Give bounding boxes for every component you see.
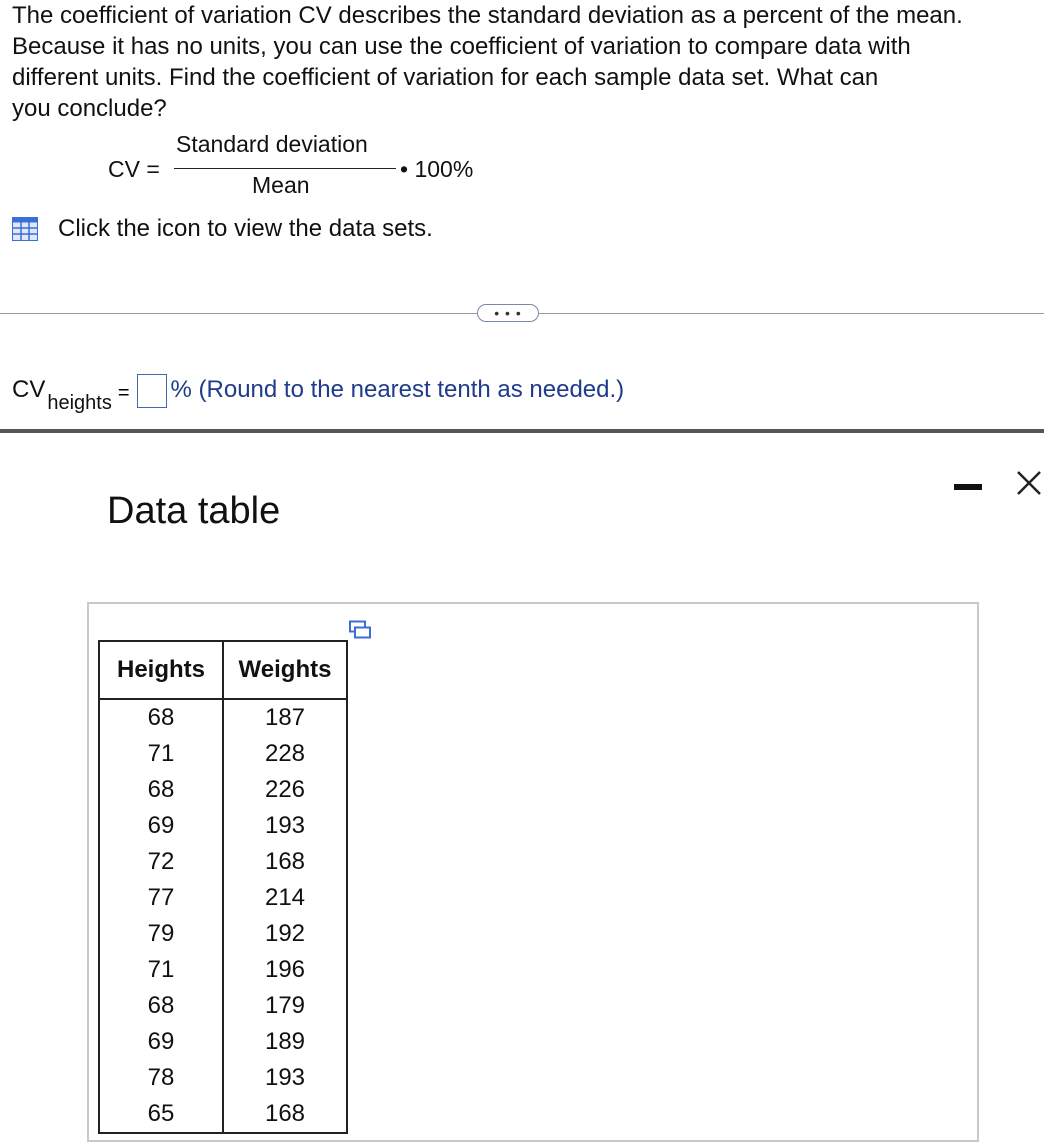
header-weights: Weights bbox=[223, 641, 347, 699]
data-hint bbox=[12, 212, 433, 246]
question-line: The coefficient of variation CV describes the standard deviation as a percent of the mean. bbox=[12, 2, 963, 29]
close-icon bbox=[1012, 466, 1044, 500]
table-row bbox=[99, 1024, 347, 1060]
dialog-title: Data table bbox=[107, 490, 281, 532]
formula-multiplier: • 100% bbox=[400, 156, 474, 182]
weight-cell: 168 bbox=[223, 844, 347, 880]
weight-cell: 193 bbox=[223, 808, 347, 844]
weight-cell: 192 bbox=[223, 916, 347, 952]
cv-label-subscript: heights bbox=[47, 392, 112, 414]
table-row bbox=[99, 988, 347, 1024]
close-button[interactable] bbox=[1012, 466, 1044, 500]
height-cell: 69 bbox=[99, 1024, 223, 1060]
formula-lhs: CV = bbox=[108, 156, 160, 182]
grid-table-icon[interactable] bbox=[12, 217, 38, 241]
table-row bbox=[99, 736, 347, 772]
height-cell: 79 bbox=[99, 916, 223, 952]
question-line: Because it has no units, you can use the coefficient of variation to compare data with bbox=[12, 33, 911, 60]
height-cell: 72 bbox=[99, 844, 223, 880]
weight-cell: 214 bbox=[223, 880, 347, 916]
table-row bbox=[99, 844, 347, 880]
height-cell: 71 bbox=[99, 952, 223, 988]
equals-sign: = bbox=[117, 382, 130, 404]
weight-cell: 196 bbox=[223, 952, 347, 988]
weight-cell: 187 bbox=[223, 699, 347, 736]
height-cell: 77 bbox=[99, 880, 223, 916]
question-line: you conclude? bbox=[12, 95, 167, 122]
cv-formula bbox=[108, 130, 508, 210]
minimize-button[interactable] bbox=[950, 482, 986, 492]
formula-denominator: Mean bbox=[252, 172, 310, 198]
rounding-instruction: % (Round to the nearest tenth as needed.) bbox=[170, 376, 625, 403]
height-cell: 65 bbox=[99, 1096, 223, 1133]
height-cell: 68 bbox=[99, 988, 223, 1024]
dialog-top-divider bbox=[0, 429, 1044, 433]
table-row bbox=[99, 880, 347, 916]
cv-heights-label bbox=[12, 376, 112, 414]
hint-text: Click the icon to view the data sets. bbox=[58, 215, 433, 242]
height-cell: 68 bbox=[99, 772, 223, 808]
cv-label-main: CV bbox=[12, 376, 46, 403]
formula-numerator: Standard deviation bbox=[176, 131, 368, 157]
table-row bbox=[99, 699, 347, 736]
height-cell: 68 bbox=[99, 699, 223, 736]
question-text bbox=[12, 0, 1042, 124]
table-row bbox=[99, 916, 347, 952]
height-cell: 78 bbox=[99, 1060, 223, 1096]
weight-cell: 189 bbox=[223, 1024, 347, 1060]
table-row bbox=[99, 772, 347, 808]
minimize-icon bbox=[954, 484, 982, 490]
fraction-bar bbox=[174, 168, 396, 169]
weight-cell: 228 bbox=[223, 736, 347, 772]
cv-heights-input[interactable] bbox=[137, 374, 167, 408]
answer-row bbox=[12, 372, 624, 414]
copy-icon[interactable] bbox=[348, 620, 372, 642]
weight-cell: 168 bbox=[223, 1096, 347, 1133]
question-line: different units. Find the coefficient of variation for each sample data set. What can bbox=[12, 64, 879, 91]
table-row bbox=[99, 808, 347, 844]
height-cell: 69 bbox=[99, 808, 223, 844]
table-header-row bbox=[99, 641, 347, 699]
table-row bbox=[99, 952, 347, 988]
weight-cell: 226 bbox=[223, 772, 347, 808]
weight-cell: 193 bbox=[223, 1060, 347, 1096]
weight-cell: 179 bbox=[223, 988, 347, 1024]
heights-weights-table bbox=[98, 640, 348, 1134]
header-heights: Heights bbox=[99, 641, 223, 699]
more-options-button[interactable]: • • • bbox=[477, 304, 539, 322]
table-row bbox=[99, 1096, 347, 1133]
table-row bbox=[99, 1060, 347, 1096]
height-cell: 71 bbox=[99, 736, 223, 772]
